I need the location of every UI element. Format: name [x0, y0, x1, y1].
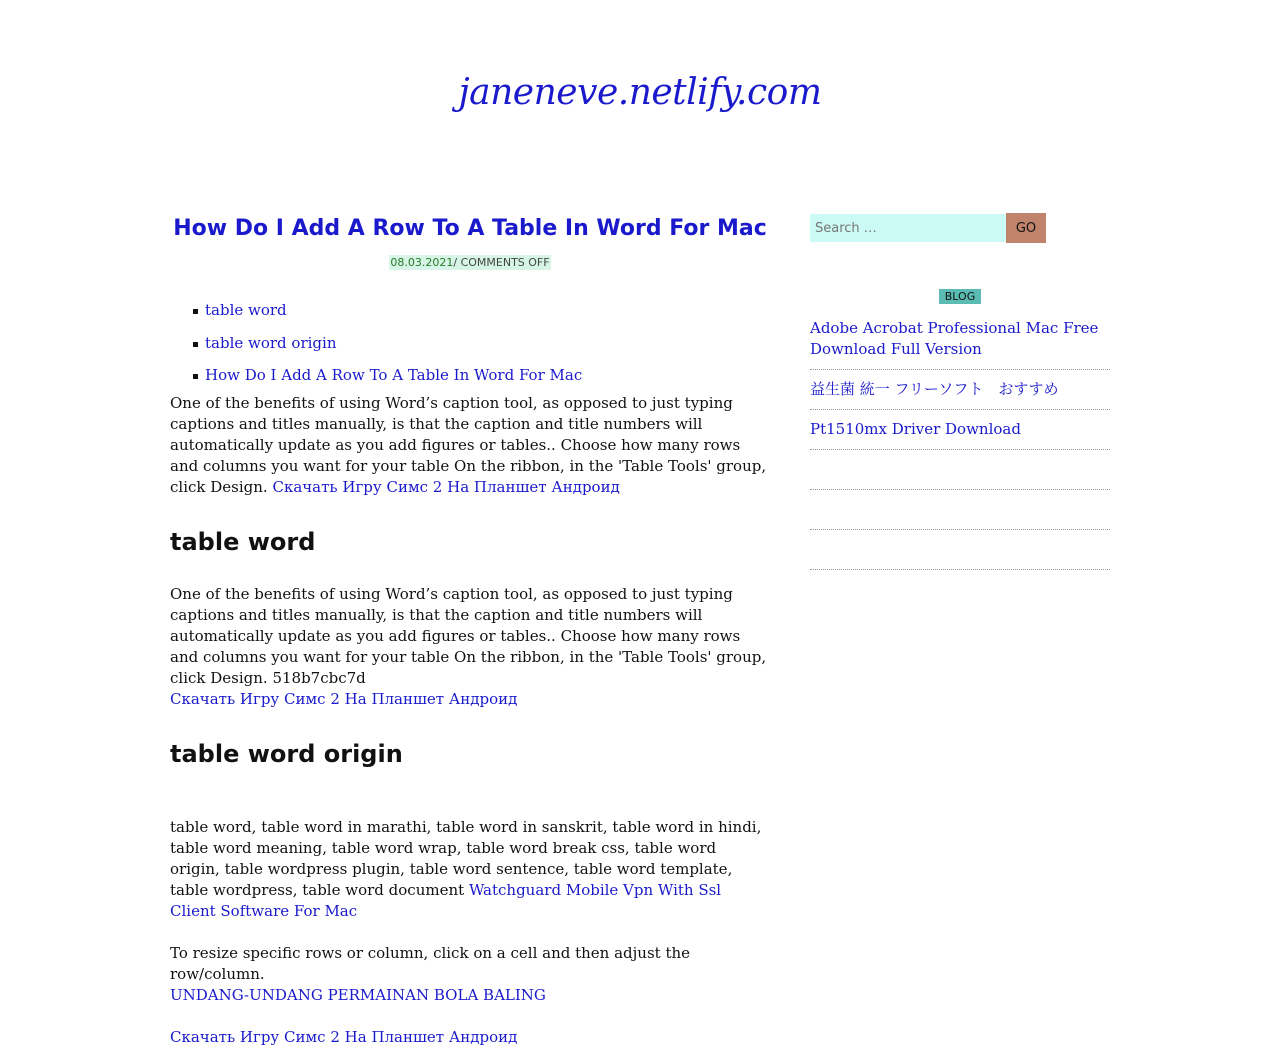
paragraph-2 — [170, 584, 770, 710]
section-heading-table-word: table word — [170, 527, 316, 556]
post-date[interactable]: 08.03.2021 — [390, 256, 454, 269]
list-item[interactable] — [810, 499, 1110, 530]
list-item[interactable] — [810, 318, 1110, 370]
sidebar-link-list — [810, 318, 1110, 570]
toc-item[interactable] — [193, 364, 770, 386]
post-comments: / COMMENTS OFF — [453, 256, 550, 269]
paragraph-text: One of the benefits of using Word’s caption tool, as opposed to just typing captions and titles manually, is that the caption and title numbers will automatically update as you add figures or tables.. Choose how many rows and columns you want for your table On the ribbon, in the 'Table Tools' group, click Design. — [170, 393, 767, 496]
toc-item[interactable] — [193, 332, 770, 354]
sidebar-link[interactable]: Pt1510mx Driver Download — [810, 420, 1021, 438]
paragraph-text: table word, table word in marathi, table word in sanskrit, table word in hindi, table word meaning, table word wrap, table word break css, table word origin, table wordpress plugin, table word sentence, table word template, table wordpress, table word document — [170, 817, 762, 899]
toc-item[interactable] — [193, 299, 770, 321]
widget-title — [810, 285, 1110, 304]
paragraph-link[interactable]: Скачать Игру Симс 2 На Планшет Андроид — [170, 689, 518, 708]
list-item[interactable] — [810, 539, 1110, 570]
sidebar-link[interactable]: Adobe Acrobat Professional Mac Free Download Full Version — [810, 319, 1099, 358]
table-of-contents — [170, 299, 770, 386]
paragraph-link[interactable]: UNDANG-UNDANG PERMAINAN BOLA BALING — [170, 985, 546, 1004]
paragraph-1 — [170, 393, 770, 498]
paragraph-4 — [170, 943, 770, 1006]
main-content — [170, 212, 770, 1048]
toc-link[interactable]: table word origin — [205, 333, 337, 352]
site-title[interactable]: janeneve.netlify.com — [458, 72, 822, 113]
go-button[interactable]: GO — [1006, 213, 1046, 243]
toc-link[interactable]: How Do I Add A Row To A Table In Word For Mac — [205, 366, 583, 384]
toc-link[interactable]: table word — [205, 301, 287, 319]
paragraph-5 — [170, 1027, 770, 1048]
sidebar — [810, 214, 1110, 579]
sidebar-link[interactable]: 益生菌 統一 フリーソフト おすすめ — [810, 380, 1059, 398]
paragraph-text: One of the benefits of using Word’s caption tool, as opposed to just typing captions and titles manually, is that the caption and title numbers will automatically update as you add figures or tables.. Choose how many rows and columns you want for your table On the ribbon, in the 'Table Tools' group, click Design. 518b7cbc7d — [170, 584, 767, 687]
list-item[interactable] — [810, 419, 1110, 450]
paragraph-link[interactable]: Watchguard Mobile Vpn With Ssl Client Software For Mac — [170, 880, 722, 920]
list-item[interactable] — [810, 379, 1110, 410]
paragraph-text: To resize specific rows or column, click on a cell and then adjust the row/column. — [170, 943, 691, 983]
search-input[interactable] — [810, 214, 1006, 242]
blog-badge: BLOG — [939, 289, 981, 304]
paragraph-3 — [170, 817, 770, 922]
post-title[interactable]: How Do I Add A Row To A Table In Word For Mac — [173, 216, 767, 241]
paragraph-link[interactable]: Скачать Игру Симс 2 На Планшет Андроид — [272, 477, 620, 496]
post-meta — [170, 256, 770, 269]
section-heading-table-word-origin: table word origin — [170, 739, 403, 768]
list-item[interactable] — [810, 459, 1110, 490]
paragraph-link[interactable]: Скачать Игру Симс 2 На Планшет Андроид — [170, 1027, 518, 1046]
search-form — [810, 214, 1110, 243]
